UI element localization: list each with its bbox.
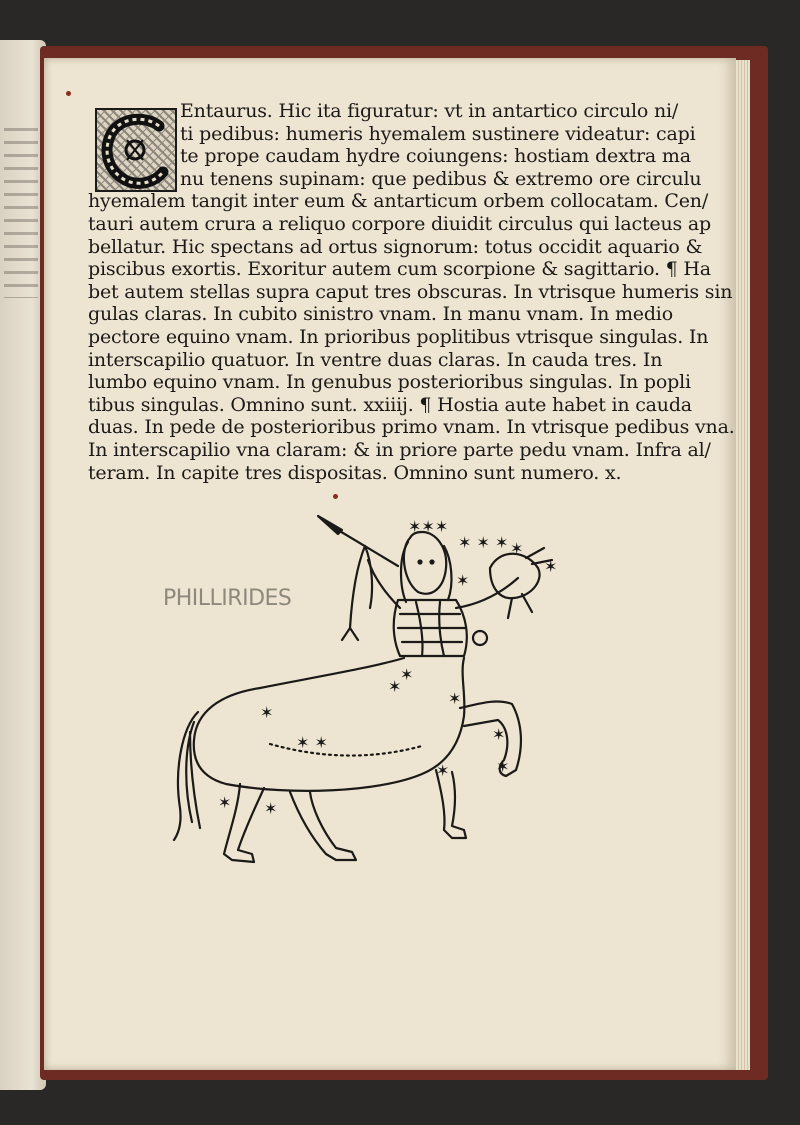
svg-text:✶: ✶ bbox=[264, 799, 278, 818]
svg-text:✶✶✶: ✶✶✶ bbox=[408, 517, 449, 536]
text-line: Entaurus. Hic ita figuratur: vt in antartico circulo ni/ bbox=[180, 100, 679, 122]
svg-text:✶ ✶ ✶: ✶ ✶ ✶ bbox=[458, 533, 509, 552]
text-line: nu tenens supinam: que pedibus & extremo ore circulu bbox=[180, 167, 702, 190]
text-line: te prope caudam hydre coiungens: hostiam dextra ma bbox=[180, 145, 691, 168]
svg-text:✶: ✶ bbox=[496, 757, 510, 776]
text-line: hyemalem tangit inter eum & antarticum orbem collocatam. Cen/ bbox=[88, 190, 709, 213]
svg-text:✶: ✶ bbox=[388, 677, 402, 696]
text-line: bellatur. Hic spectans ad ortus signorum: totus occidit aquario & bbox=[88, 235, 703, 258]
svg-text:✶: ✶ bbox=[492, 725, 506, 744]
svg-text:✶: ✶ bbox=[400, 665, 414, 684]
text-line: tibus singulas. Omnino sunt. xxiiij. ¶ Hostia aute habet in cauda bbox=[88, 393, 692, 416]
svg-text:✶: ✶ bbox=[218, 793, 232, 812]
svg-text:✶: ✶ bbox=[544, 557, 558, 576]
text-line: teram. In capite tres dispositas. Omnino sunt numero. x. bbox=[88, 461, 622, 484]
text-line: ti pedibus: humeris hyemalem sustinere videatur: capi bbox=[180, 122, 696, 145]
centaur-constellation-icon bbox=[160, 508, 580, 888]
text-line: pectore equino vnam. In prioribus poplitibus vtrisque singulas. In bbox=[88, 325, 709, 348]
text-line: In interscapilio vna claram: & in priore parte pedu vnam. Infra al/ bbox=[88, 438, 711, 461]
body-text bbox=[88, 100, 735, 484]
ink-spot bbox=[66, 91, 71, 96]
svg-text:✶: ✶ bbox=[436, 761, 450, 780]
text-line: gulas claras. In cubito sinistro vnam. In manu vnam. In medio bbox=[88, 303, 673, 326]
svg-text:✶ ✶: ✶ ✶ bbox=[296, 733, 328, 752]
svg-text:✶: ✶ bbox=[260, 703, 274, 722]
previous-page-text bbox=[4, 118, 38, 298]
text-line: lumbo equino vnam. In genubus posterioribus singulas. In popli bbox=[88, 371, 691, 394]
svg-text:✶: ✶ bbox=[456, 571, 470, 590]
text-line: piscibus exortis. Exoritur autem cum scorpione & sagittario. ¶ Ha bbox=[88, 258, 711, 281]
text-line: bet autem stellas supra caput tres obscuras. In vtrisque humeris sin bbox=[88, 280, 733, 303]
page-stack-edge bbox=[736, 60, 750, 1070]
text-line: tauri autem crura a reliquo corpore diuidit circulus qui lacteus ap bbox=[88, 212, 711, 235]
svg-text:✶: ✶ bbox=[448, 689, 462, 708]
illustration-caption: PHILLIRIDES bbox=[163, 586, 292, 611]
text-line: duas. In pede de posterioribus primo vnam. In vtrisque pedibus vna. bbox=[88, 416, 735, 439]
text-line: interscapilio quatuor. In ventre duas claras. In cauda tres. In bbox=[88, 348, 663, 371]
svg-text:✶: ✶ bbox=[510, 539, 524, 558]
ink-spot bbox=[333, 494, 338, 499]
